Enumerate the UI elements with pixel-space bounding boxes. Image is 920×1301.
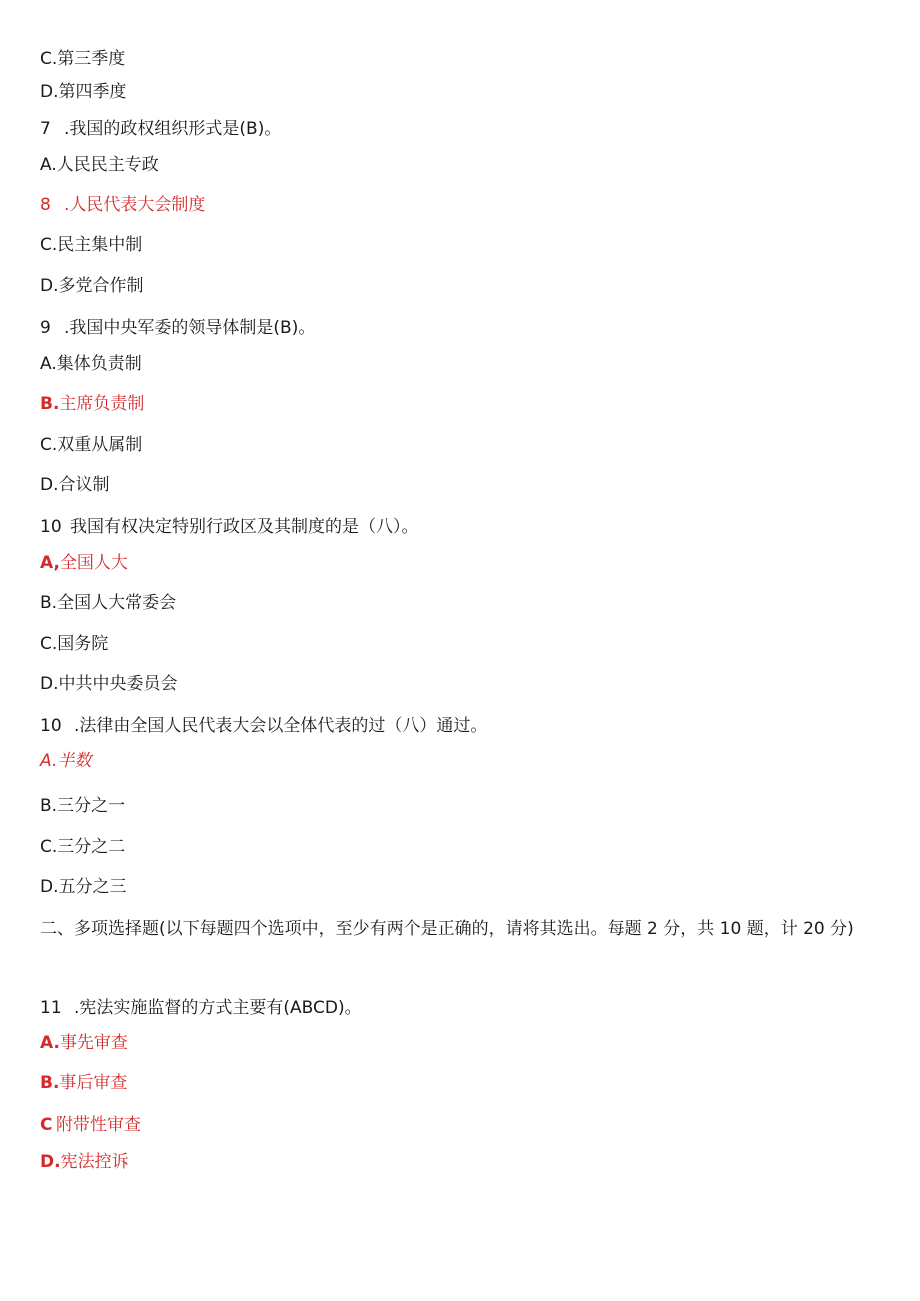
section-heading: 二、多项选择题(以下每题四个选项中，至少有两个是正确的，请将其选出。每题 2 分，共 10 题，计 20 分) — [40, 919, 854, 939]
option-d-q6 — [40, 81, 127, 103]
question-text: 我国有权决定特别行政区及其制度的是（八）。 — [70, 517, 419, 537]
option-text: 国务院 — [57, 634, 109, 654]
option-text: 第四季度 — [58, 82, 127, 102]
option-text: 主席负责制 — [59, 394, 145, 414]
option-text: 事后审查 — [59, 1073, 128, 1093]
option-letter: B. — [40, 796, 58, 816]
answer-text: .人民代表大会制度 — [64, 195, 206, 215]
option-d-q11-answer — [40, 1151, 129, 1173]
question-text: .法律由全国人民代表大会以全体代表的过（八）通过。 — [74, 716, 488, 736]
question-9 — [40, 317, 315, 339]
option-text: 第三季度 — [57, 49, 126, 69]
option-letter: A. — [40, 354, 57, 374]
question-10b — [40, 715, 487, 737]
option-letter: C. — [40, 435, 58, 455]
option-c-q9 — [40, 434, 142, 456]
option-text: 民主集中制 — [57, 235, 143, 255]
question-number: 9 — [40, 318, 51, 338]
option-c-q7 — [40, 234, 142, 256]
option-b-q9-answer — [40, 393, 144, 415]
option-b-q10b — [40, 795, 125, 817]
option-letter: A, — [40, 553, 60, 573]
option-text: 人民民主专政 — [56, 155, 159, 175]
question-number: 8 — [40, 195, 51, 215]
question-number: 10 — [40, 716, 62, 736]
option-text: 全国人大常委会 — [57, 593, 177, 613]
option-a-q10a-answer — [40, 552, 128, 574]
option-text: 半数 — [57, 751, 92, 771]
option-text: 三分之一 — [57, 796, 126, 816]
option-text: 多党合作制 — [58, 276, 144, 296]
option-letter: C. — [40, 235, 58, 255]
question-number: 11 — [40, 998, 62, 1018]
question-text: .宪法实施监督的方式主要有(ABCD)。 — [74, 998, 362, 1018]
option-letter: D. — [40, 877, 59, 897]
option-c-q10a — [40, 633, 108, 655]
option-d-q7 — [40, 275, 144, 297]
option-text: 五分之三 — [58, 877, 127, 897]
question-text: .我国的政权组织形式是(B)。 — [64, 119, 282, 139]
option-a-q10b-answer — [40, 750, 91, 772]
option-b-q10a — [40, 592, 176, 614]
option-letter: D. — [40, 674, 59, 694]
option-d-q10a — [40, 673, 178, 695]
option-text: 合议制 — [58, 475, 110, 495]
option-text: 双重从属制 — [57, 435, 143, 455]
option-c-q10b — [40, 836, 125, 858]
option-letter: B. — [40, 1073, 60, 1093]
option-letter: A. — [40, 1033, 60, 1053]
option-letter: C. — [40, 837, 58, 857]
option-a-q7 — [40, 154, 159, 176]
option-letter: C — [40, 1115, 53, 1135]
option-a-q11-answer — [40, 1032, 128, 1054]
option-b-q11-answer — [40, 1072, 127, 1094]
option-text: 宪法控诉 — [60, 1152, 129, 1172]
option-text: 附带性审查 — [56, 1115, 141, 1135]
option-letter: D. — [40, 276, 59, 296]
question-11 — [40, 997, 362, 1019]
option-letter: C. — [40, 49, 58, 69]
option-text: 全国人大 — [59, 553, 128, 573]
option-letter: B. — [40, 394, 60, 414]
option-text: 事先审查 — [59, 1033, 128, 1053]
question-text: .我国中央军委的领导体制是(B)。 — [64, 318, 316, 338]
question-number: 7 — [40, 119, 51, 139]
option-c-q6 — [40, 48, 125, 70]
option-d-q9 — [40, 474, 110, 496]
option-letter: C. — [40, 634, 58, 654]
option-a-q9 — [40, 353, 142, 375]
answer-line-8 — [40, 194, 205, 216]
option-letter: A. — [40, 155, 57, 175]
option-text: 中共中央委员会 — [58, 674, 178, 694]
option-letter: B. — [40, 593, 58, 613]
option-c-q11-answer — [40, 1114, 141, 1136]
option-text: 三分之二 — [57, 837, 126, 857]
option-letter: D. — [40, 475, 59, 495]
question-10a — [40, 516, 419, 538]
option-text: 集体负责制 — [56, 354, 142, 374]
question-7 — [40, 118, 281, 140]
question-number: 10 — [40, 517, 62, 537]
option-letter: D. — [40, 82, 59, 102]
option-d-q10b — [40, 876, 127, 898]
option-letter: D. — [40, 1152, 61, 1172]
option-letter: A. — [40, 751, 58, 771]
